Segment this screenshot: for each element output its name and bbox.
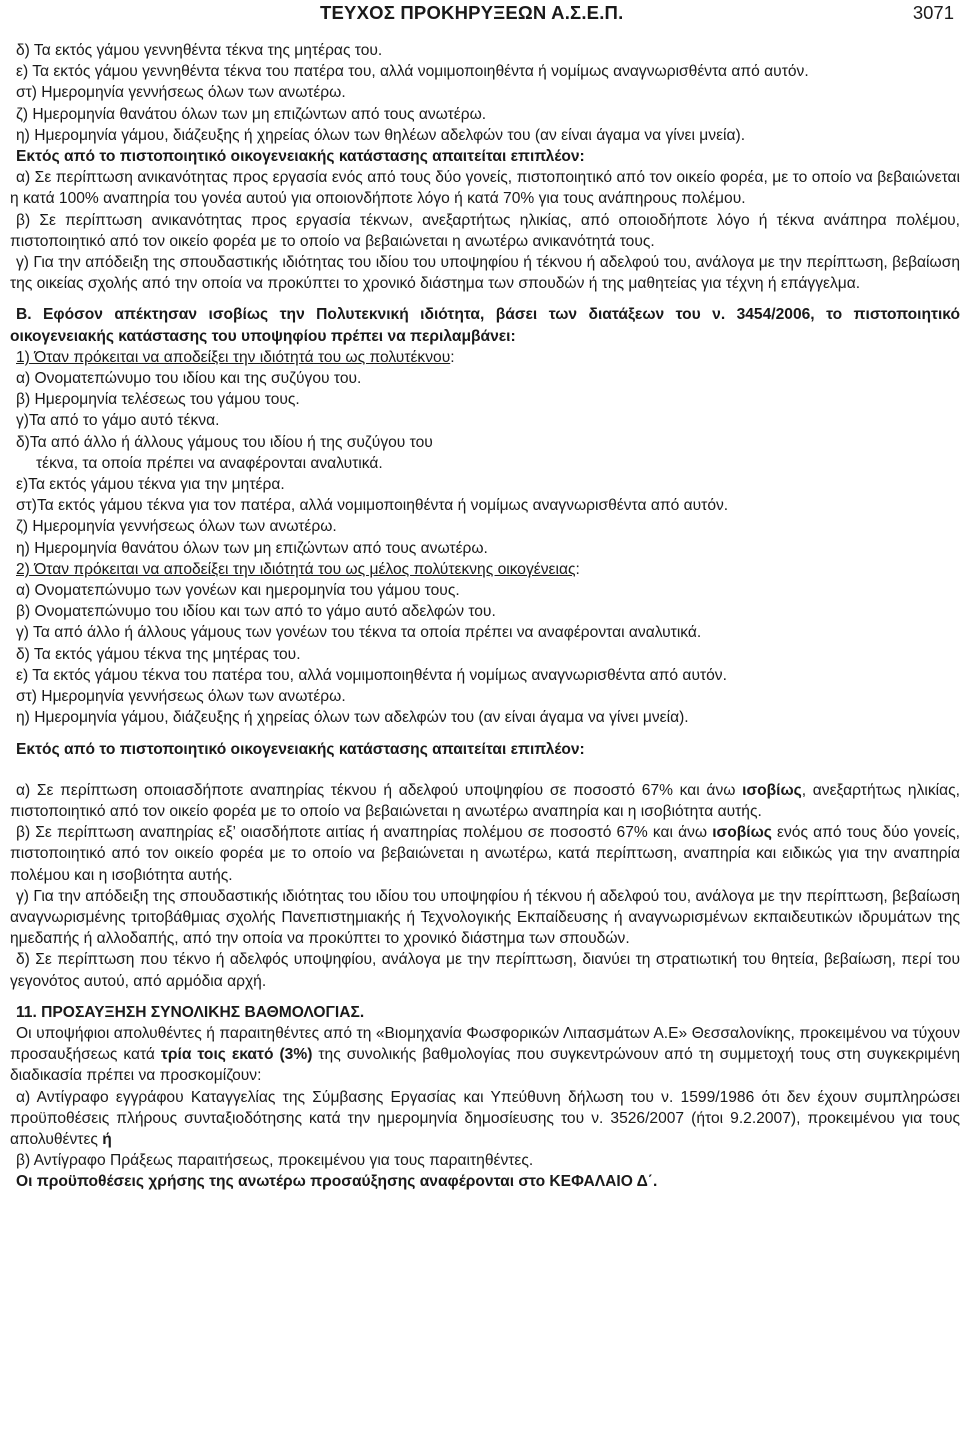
list-item: δ)Τα από άλλο ή άλλους γάμους του ιδίου ή της συζύγου του	[16, 433, 433, 451]
paragraph: β) Σε περίπτωση ανικανότητας προς εργασία τέκνων, ανεξαρτήτως ηλικίας, από οποιοδήποτε λόγο ή τέκνα ανάπηρα πολέμου, πιστοποιητικό από τον οικείο φορέα με το οποίο να βεβαιώνεται η ανωτέρω ανικανότητά τους.	[10, 211, 960, 250]
section-b-heading: Β. Εφόσον απέκτησαν ισοβίως την Πολυτεκνική ιδιότητα, βάσει των διατάξεων του ν. 3454/2006, το πιστοποιητικό οικογενειακής κατάστασης του υποψηφίου πρέπει να περιλαμβάνει:	[10, 306, 960, 345]
paragraph: β) Σε περίπτωση αναπηρίας εξ’ οιασδήποτε αιτίας ή αναπηρίας πολέμου σε ποσοστό 67% και άνω ισοβίως ενός από τους δύο γονείς, πιστοποιητικό από τον οικείο φορέα με το οποίο να βεβαιώνεται η ανωτέρω, κατά περίπτωση, αναπηρία και ειδικώς για την αναπηρία πολέμου και η ισοβιότητα αυτής.	[10, 824, 960, 884]
bold-term: τρία τοις εκατό (3%)	[160, 1046, 313, 1064]
list-item: β) Ημερομηνία τελέσεως του γάμου τους.	[16, 391, 300, 409]
case-2-label: 2) Όταν πρόκειται να αποδείξει την ιδιότητά του ως μέλος πολύτεκνης οικογένειας	[16, 560, 576, 578]
list-item: στ)Τα εκτός γάμου τέκνα για τον πατέρα, αλλά νομιμοποιηθέντα ή νομίμως αναγνωρισθέντα από αυτόν.	[16, 497, 729, 515]
case-1-heading: 1) Όταν πρόκειται να αποδείξει την ιδιότητά του ως πολυτέκνου:	[16, 348, 455, 366]
list-item: ζ) Ημερομηνία θανάτου όλων των μη επιζώντων από τους ανωτέρω.	[16, 105, 487, 123]
list-item: η) Ημερομηνία γάμου, διάζευξης ή χηρείας όλων των αδελφών του (αν είναι άγαμα να γίνει μνεία).	[16, 709, 689, 727]
section-11-heading: 11. ΠΡΟΣΑΥΞΗΣΗ ΣΥΝΟΛΙΚΗΣ ΒΑΘΜΟΛΟΓΙΑΣ.	[16, 1003, 365, 1021]
list-item: δ) Τα εκτός γάμου γεννηθέντα τέκνα της μητέρας του.	[16, 42, 383, 59]
list-item: τέκνα, τα οποία πρέπει να αναφέρονται αναλυτικά.	[36, 454, 383, 472]
list-item: στ) Ημερομηνία γεννήσεως όλων των ανωτέρω.	[16, 84, 346, 102]
bold-term: ισοβίως	[742, 781, 802, 799]
section-heading: Εκτός από το πιστοποιητικό οικογενειακής κατάστασης απαιτείται επιπλέον:	[16, 740, 585, 758]
final-note: Οι προϋποθέσεις χρήσης της ανωτέρω προσαύξησης αναφέρονται στο ΚΕΦΑΛΑΙΟ Δ΄.	[16, 1173, 658, 1191]
paragraph: γ) Για την απόδειξη της σπουδαστικής ιδιότητας του ιδίου του υποψηφίου ή τέκνου ή αδελφού του, ανάλογα με την περίπτωση, βεβαίωση της οικείας σχολής από την οποία να προκύπτει το χρονικό διάστημα των σπουδών ή της μαθητείας για τέχνη ή επάγγελμα.	[10, 254, 960, 293]
paragraph: γ) Για την απόδειξη της σπουδαστικής ιδιότητας του ιδίου του υποψηφίου ή τέκνου ή αδελφού του, ανάλογα με την περίπτωση, βεβαίωση αναγνωρισμένης τριτοβάθμιας σχολής Πανεπιστημιακής ή Τεχνολογικής Εκπαίδευσης ή αναγνωρισμένων εκπαιδευτικών ιδρυμάτων της ημεδαπής ή αλλοδαπής, από την οποία να προκύπτει το χρονικό διάστημα των σπουδών.	[10, 887, 960, 948]
paragraph: β) Αντίγραφο Πράξεως παραιτήσεως, προκειμένου για τους παραιτηθέντες.	[16, 1152, 534, 1170]
list-item: στ) Ημερομηνία γεννήσεως όλων των ανωτέρω.	[16, 688, 346, 706]
list-item: ε) Τα εκτός γάμου τέκνα του πατέρα του, αλλά νομιμοποιηθέντα ή νομίμως αναγνωρισθέντα από αυτόν.	[16, 666, 727, 684]
list-item: α) Ονοματεπώνυμο του ιδίου και της συζύγου του.	[16, 370, 362, 388]
list-item: ε) Τα εκτός γάμου γεννηθέντα τέκνα του πατέρα του, αλλά νομιμοποιηθέντα ή νομίμως αναγνωρισθέντα από αυτόν.	[16, 63, 809, 81]
list-item: γ) Τα από άλλο ή άλλους γάμους των γονέων του τέκνα τα οποία πρέπει να αναφέρονται αναλυτικά.	[16, 624, 702, 642]
list-item: η) Ημερομηνία γάμου, διάζευξης ή χηρείας όλων των θηλέων αδελφών του (αν είναι άγαμα να γίνει μνεία).	[16, 126, 746, 144]
list-item: δ) Τα εκτός γάμου τέκνα της μητέρας του.	[16, 645, 301, 663]
list-item: γ)Τα από το γάμο αυτό τέκνα.	[16, 412, 220, 430]
list-item: α) Ονοματεπώνυμο των γονέων και ημερομηνία του γάμου τους.	[16, 582, 460, 600]
page-header	[0, 2, 960, 26]
paragraph: α) Σε περίπτωση οποιασδήποτε αναπηρίας τέκνου ή αδελφού υποψηφίου σε ποσοστό 67% και άνω ισοβίως, ανεξαρτήτως ηλικίας, πιστοποιητικό από τον οικείο φορέα με το οποίο να βεβαιώνεται η ανωτέρω αναπηρία και η ισοβιότητα αυτής.	[10, 781, 960, 820]
list-item: β) Ονοματεπώνυμο του ιδίου και των από το γάμο αυτό αδελφών του.	[16, 603, 496, 621]
document-body	[10, 40, 960, 1193]
section-heading: Εκτός από το πιστοποιητικό οικογενειακής κατάστασης απαιτείται επιπλέον:	[16, 148, 585, 166]
case-2-heading: 2) Όταν πρόκειται να αποδείξει την ιδιότητά του ως μέλος πολύτεκνης οικογένειας:	[16, 560, 580, 578]
list-item: ζ) Ημερομηνία γεννήσεως όλων των ανωτέρω.	[16, 518, 337, 536]
paragraph: α) Σε περίπτωση ανικανότητας προς εργασία ενός από τους δύο γονείς, πιστοποιητικό από τον οικείο φορέα, με το οποίο να βεβαιώνεται η κατά 100% αναπηρία του γονέα αυτού για οποιονδήποτε λόγο ή κατά 70% για τους ανάπηρους πολέμου.	[10, 169, 960, 208]
case-1-label: 1) Όταν πρόκειται να αποδείξει την ιδιότητά του ως πολυτέκνου	[16, 348, 451, 366]
paragraph: Οι υποψήφιοι απολυθέντες ή παραιτηθέντες από τη «Βιομηχανία Φωσφορικών Λιπασμάτων Α.Ε» Θεσσαλονίκης, προκειμένου να τύχουν προσαυξήσεως κατά τρία τοις εκατό (3%) της συνολικής βαθμολογίας που συγκεντρώνουν από τη συμμετοχή τους στη συγκεκριμένη διαδικασία πρέπει να προσκομίζουν:	[10, 1024, 960, 1085]
list-item: ε)Τα εκτός γάμου τέκνα για την μητέρα.	[16, 476, 285, 494]
page-number: 3071	[912, 2, 954, 23]
paragraph: δ) Σε περίπτωση που τέκνο ή αδελφός υποψηφίου, ανάλογα με την περίπτωση, διανύει τη στρατιωτική του θητεία, βεβαίωση, περί του γεγονότος αυτού, από αρμόδια αρχή.	[10, 951, 960, 990]
publication-title: ΤΕΥΧΟΣ ΠΡΟΚΗΡΥΞΕΩΝ Α.Σ.Ε.Π.	[320, 2, 624, 23]
paragraph: α) Αντίγραφο εγγράφου Καταγγελίας της Σύμβασης Εργασίας και Υπεύθυνη δήλωση του ν. 1599/1986 ότι δεν έχουν συμπληρώσει προϋποθέσεις πλήρους συνταξιοδότησης κατά την ημερομηνία δημοσίευσης του ν. 3526/2007 (ήτοι 9.2.2007), προκειμένου για τους απολυθέντες ή	[10, 1088, 960, 1148]
list-item: η) Ημερομηνία θανάτου όλων των μη επιζώντων από τους ανωτέρω.	[16, 539, 488, 557]
bold-term: ή	[102, 1130, 112, 1148]
bold-term: ισοβίως	[712, 824, 772, 842]
